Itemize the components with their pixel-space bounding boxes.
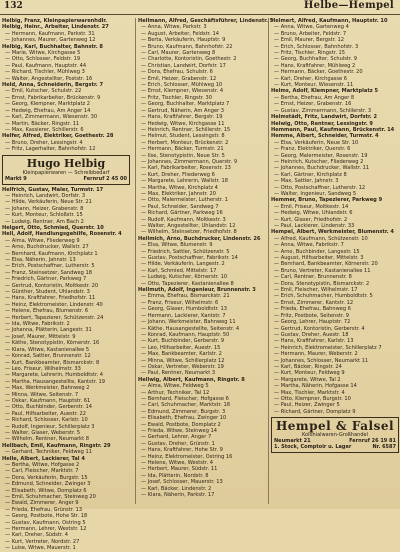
directory-entry: — Walter, Ingenieur, Sandweg 5 — [274, 190, 357, 197]
directory-entry: — Max, Tischler, Marktstr. 4 — [274, 389, 345, 396]
directory-entry: — Richard, Gärtner, Parkweg 16 — [141, 210, 223, 217]
directory-entry: Helfrich, Gustav, Maler, Turmstr. 17 — [2, 186, 104, 193]
advertisement-box-2 — [271, 417, 399, 453]
directory-entry: — Ilse, Stenotypistin, Neue Str. 5 — [141, 152, 225, 159]
directory-entry: — Georg, Klempner, Marktplatz 2 — [5, 101, 91, 108]
directory-entry: — Kurt, Monteur, Wiesenstr. 11 — [274, 82, 354, 89]
directory-entry: — Edmund, Zimmerer, Burgstr. 3 — [141, 408, 226, 415]
directory-entry: — Karl, Zimmermann, Wiesenstr. 30 — [5, 114, 98, 121]
directory-entry: — Johann, Werkmeister, Bahnweg 11 — [141, 319, 236, 326]
directory-entry: — Herbert, Monteur, Brückenstr. 2 — [141, 139, 229, 146]
directory-entry: — Emil, Fleischer, Wilhelmstr. 17 — [274, 287, 358, 294]
directory-entry: — Georg, Postbote, Hohe Str. 18 — [5, 513, 88, 520]
directory-entry: — Martha, Näherin, Hofgasse 14 — [274, 383, 357, 390]
directory-entry: — Margarete, Lehrerin, Humboldtstr. 4 — [5, 372, 104, 379]
directory-entry: — August, Hilfsarbeiter, Mittelstr. 3 — [274, 255, 364, 262]
directory-entry: — Bertha, Ehefrau, Am Anger 8 — [274, 94, 355, 101]
directory-entry: — Frieda, Ehefrau, Bahnweg 6 — [274, 306, 352, 313]
directory-entry: — Otto, Buchbinder, Gerberstr. 14 — [5, 404, 93, 411]
directory-entry: — Karl, Gärtner, Kirchplatz 8 — [274, 171, 347, 178]
directory-entry: Hellmich, Arno, Buchdrucker, Lindenstr. 26 — [138, 235, 261, 242]
directory-entry: — Margarete, Witwe, Tal 2 — [274, 376, 341, 383]
directory-entry: — Paul, Lackierer, Lindenstr. 33 — [274, 223, 355, 229]
ad-1-address: Markt 9 — [5, 175, 27, 182]
directory-entry: — Hans, Kraftfahrer, Mühlweg 2 — [274, 62, 356, 69]
directory-entry: — Leo, Friseur, Wilhelmstr. 33 — [5, 365, 81, 372]
directory-entry: — Bruno, Kaufmann, Bahnhofstr. 22 — [141, 43, 233, 50]
ad-1-phone: Fernruf 2 45 00 — [83, 175, 127, 182]
directory-entry: — Max, Bankbeamter, Karlstr. 2 — [141, 351, 222, 358]
column-2-entries — [138, 18, 274, 499]
directory-entry: Helms, Adolf, Klempner, Marktplatz 5 — [271, 88, 379, 95]
directory-entry: — Alma, Witwe, Fliederweg 9 — [5, 237, 80, 244]
directory-entry: — Helene, Ehefrau, Blumenstr. 6 — [5, 308, 89, 315]
directory-entry: — Anna, Witwe, Parkstr. 3 — [141, 24, 207, 31]
page-header — [0, 0, 400, 15]
directory-entry: Helbig, Heinr., Arbeiter, Lindenstr. 27 — [2, 24, 109, 31]
ad-2-foot-row — [274, 444, 396, 450]
directory-entry: — Otto, Schlosser, Feldstr. 19 — [5, 56, 81, 63]
directory-entry: — Walter, Angestellter, Poststr. 16 — [5, 75, 93, 82]
directory-entry: — Margarete, Lehrerin, Wallstr. 18 — [141, 178, 228, 185]
directory-entry: — Otto, Malermeister, Lutherstr. 1 — [141, 197, 228, 204]
directory-entry: — Ida, Plätterin, Nordstr. 8 — [141, 472, 209, 479]
directory-entry: — Hermann, Maurer, Weberstr. 2 — [274, 351, 358, 358]
directory-entry: — Heinrich, Kutscher, Fliederweg 2 — [274, 158, 364, 165]
directory-entry: — Luise, Witwe, Mauerstr. 1 — [5, 545, 76, 552]
directory-entry: — Johannes, Buchdrucker, Wallstr. 11 — [274, 165, 370, 172]
directory-entry: — Karl, Fabrikarbeiter, Rosenstr. 13 — [141, 165, 231, 172]
directory-entry: — Karl, Dreher, Südstr. 4 — [5, 532, 69, 539]
running-head: Helbe—Hempel — [303, 0, 394, 11]
directory-entry: — Gertrud, Näherin, Am Anger 3 — [141, 107, 225, 114]
directory-entry: — Kurt, Dreher, Fliederweg 6 — [141, 171, 215, 178]
directory-entry: — Emil, Friseur, Moltkestr. 14 — [274, 203, 349, 210]
directory-entry: Hellmann, Alfred, Geschäftsführer, Lindenstr. 5 — [138, 18, 274, 24]
directory-entry: — Elisabeth, Ehefrau, Zwinger 10 — [141, 415, 227, 422]
directory-entry: — Paul, Rentner, Neumarkt 3 — [141, 370, 216, 377]
directory-entry: — Heinrich, Landwirt, Dorfstr. 3 — [5, 192, 86, 199]
directory-entry: — Bruno, Dreher, Lessingstr. 4 — [5, 139, 83, 146]
directory-entry: — Konrad, Kaufmann, Hauptstr. 50 — [141, 331, 230, 338]
directory-entry: — Josef, Maurer, Mittelstr. 9 — [5, 333, 76, 340]
directory-entry: — Herbert, Tapezierer, Schützenstr. 24 — [5, 314, 104, 321]
ad-2-phone: Fernruf 26 19 81 — [349, 438, 396, 445]
directory-entry: Hellbach, Emil, Kaufmann, Ringstr. 29 — [2, 442, 111, 449]
directory-entry: Helle, Albert, Lackierer, Tal 4 — [2, 455, 85, 462]
column-1-entries-bottom — [2, 187, 130, 552]
directory-entry: — Karl, Bäcker, Lindenstr. 2 — [141, 485, 212, 492]
directory-entry: — Carl, Fleischer, Marktstr. 7 — [5, 468, 79, 475]
directory-entry: — Dora, Stenotypistin, Bismarckstr. 2 — [274, 280, 370, 287]
directory-entry: — Richard, Tischler, Mühlweg 3 — [5, 69, 85, 76]
directory-entry: — Fritz, Tischler, Ringstr. 30 — [141, 94, 213, 101]
directory-entry: — Erich, Schlosser, Mühlweg 10 — [141, 82, 223, 89]
directory-entry: — Hans, Kraftfahrer, Friedhofstr. 11 — [5, 295, 96, 302]
directory-entry: — Kurt, Monteur, Feldweg 9 — [274, 370, 345, 377]
directory-entry: — Günther, Student, Uhlandstr. 3 — [5, 289, 90, 296]
directory-entry: — Walter, Glaser, Weberstr. 5 — [5, 429, 81, 436]
directory-entry: — Richard, Gärtner, Domplatz 9 — [274, 408, 356, 415]
directory-entry: — Gustav, Kaufmann, Ostring 5 — [5, 519, 86, 526]
directory-entry: — Emil, Heizer, Grabenstr. 12 — [141, 75, 217, 82]
directory-entry: — Otto, Klempner, Burgstr. 10 — [274, 395, 351, 402]
directory-entry: — Heinz, Elektromeister, Ostring 16 — [141, 453, 233, 460]
directory-entry: — Charlotte, Kontoristin, Goethestr. 2 — [141, 56, 237, 63]
directory-entry: — Hermann, Bäcker, Turmstr. 21 — [141, 146, 224, 153]
directory-entry: — Hans, Kraftfahrer, Karlstr. 13 — [274, 338, 354, 345]
ad-2-name: Hempel & Falsel — [275, 419, 395, 434]
directory-entry: — Herbert, Maurer, Südstr. 11 — [141, 466, 218, 473]
directory-entry: — Walter, Angestellter, Uhlandstr. 12 — [141, 223, 236, 229]
directory-entry: — Elsa, Verkäuferin, Neue Str. 10 — [274, 139, 359, 146]
directory-entry: — Minna, Witwe, Seitenstr. 7 — [5, 391, 79, 398]
directory-entry: — Max, Kassierer, Schillerstr. 6 — [5, 126, 84, 133]
directory-entry: — Emma, Ehefrau, Bismarckstr. 21 — [141, 293, 230, 300]
directory-entry: — Martha, Hausangestellte, Kantstr. 19 — [5, 378, 106, 385]
directory-entry: — Georg, Buchhalter, Schulstr. 9 — [274, 56, 358, 63]
column-3 — [268, 18, 399, 504]
ad-2-foot-right: Nr. 6587 — [372, 444, 396, 451]
directory-entry: Helmert, Alfred, Kaufmann, Hauptstr. 10 — [271, 18, 388, 24]
directory-entry: — Leo, Hilfsarbeiter, Auestr. 15 — [141, 344, 221, 351]
column-1 — [2, 18, 130, 552]
directory-entry: — Hedwig, Witwe, Kirchgasse 11 — [141, 120, 225, 127]
directory-entry: — Erich, Schuhmacher, Humboldtstr. 5 — [274, 293, 373, 300]
directory-entry: — Otto, Postschaffner, Lutherstr. 12 — [274, 184, 366, 191]
directory-entry: — Anna, Witwe, Gartenweg 4 — [274, 24, 349, 31]
directory-entry: — Ewald, Postbote, Domplatz 2 — [141, 421, 221, 428]
directory-entry: — Emil, Schuhmacher, Steinweg 20 — [5, 494, 96, 501]
directory-entry: — Ludwig, Kutscher, Körnerstr. 10 — [141, 274, 228, 281]
directory-entry: — Carl, Rentner, Brunnenstr. 8 — [274, 274, 352, 281]
directory-entry: — Ernst, Heizer, Grabenstr. 16 — [274, 101, 352, 108]
directory-entry: — Ernst, Fabrikarbeiter, Brückenstr. 9 — [5, 94, 101, 101]
directory-entry: — Konrad, Sattler, Brunnenstr. 12 — [5, 353, 91, 360]
directory-entry: — Fritz, Tischler, Ringstr. 15 — [274, 50, 346, 57]
directory-entry: Hempel, Albert, Werkmeister, Blumenstr. 4 — [271, 229, 394, 236]
directory-entry: Helfer, Alfred, Elektriker, Goethestr. 28 — [2, 133, 114, 140]
directory-entry: — Gertrud, Kontoristin, Gerberstr. 4 — [274, 325, 365, 332]
directory-entry: — Hilde, Verkäuferin, Langestr. 2 — [141, 261, 225, 268]
directory-entry: — Kurt, Vertreter, Nordstr. 27 — [5, 538, 80, 545]
ad-1-tagline: Kleinpapierwaren — Schreibbedarf — [22, 169, 110, 176]
directory-entry: — Christian, Landwirt, Dorfstr. 17 — [141, 62, 226, 69]
directory-entry: — Hans, Kraftfahrer, Bergstr. 19 — [141, 114, 223, 121]
directory-entry: — Elisabeth, Witwe, Domplatz 6 — [5, 487, 87, 494]
directory-entry: — Ernst, Zimmerer, Kantstr. 12 — [274, 299, 354, 306]
directory-entry: — Wilhelm, Rentner, Neumarkt 8 — [5, 436, 89, 443]
directory-entry: — Elsa, Witwe, Blumenstr. 9 — [141, 242, 213, 249]
directory-entry: — Ida, Witwe, Fabrikstr. 2 — [5, 321, 70, 328]
directory-entry: — Fritz, Postbote, Seitenstr. 9 — [274, 312, 349, 319]
directory-entry: — Paul, Heizer, Zwinger 5 — [274, 402, 340, 409]
directory-entry: — Alma, Witwe, Feldweg 5 — [141, 383, 209, 390]
directory-entry: — Wilhelm, Steinsetzer, Friedhofstr. 8 — [141, 229, 237, 236]
page-number: 132 — [4, 1, 23, 11]
directory-entry: — Emil, Maurer, Bergstr. 12 — [274, 37, 345, 44]
directory-entry: — Klara, Näherin, Parkstr. 17 — [141, 492, 215, 499]
directory-entry: — Karl, Bäcker, Ringstr. 24 — [274, 363, 342, 370]
directory-entry: — Karl, Schmied, Mittelstr. 17 — [141, 267, 217, 274]
directory-entry: — Johann, Heizer, Grabenstr. 8 — [5, 205, 84, 212]
directory-entry: Held, Anna, Schneiderin, Bergstr. 7 — [2, 82, 103, 89]
directory-entry: — Gertrud, Kontoristin, Moltkestr. 20 — [5, 282, 99, 289]
directory-entry: — Heinz, Elektromeister, Lindenstr. 40 — [5, 301, 103, 308]
directory-entry: — Hermann, Kaufmann, Parkstr. 31 — [5, 30, 95, 37]
directory-entry: — Otto, Tapezierer, Kastanienallee 8 — [141, 280, 234, 287]
directory-entry: — Elsa, Näherin, Jahnstr. 13 — [5, 257, 76, 263]
directory-entry: — Edmund, Schneider, Zwinger 3 — [5, 481, 91, 488]
directory-entry: — Arthur, Techniker, Tal 12 — [141, 389, 210, 396]
directory-entry: — Heinrich, Rentner, Schillerstr. 15 — [141, 126, 231, 133]
directory-entry: — Hermann, Bäcker, Goethestr. 20 — [274, 69, 363, 76]
directory-entry: — Fritz, Lagerhalter, Bahnhofstr. 12 — [5, 146, 96, 153]
directory-entry: — Frieda, Ehefrau, Grünstr. 13 — [5, 506, 83, 513]
directory-entry: — Martha, Witwe, Kirchplatz 4 — [141, 184, 218, 191]
directory-entry: — Max, Elektriker, Jahnstr. 20 — [141, 190, 217, 197]
directory-entry: — Käthe, Stenotypistin, Körnerstr. 16 — [5, 340, 100, 347]
directory-entry: — Emil, Kutscher, Schulstr. 22 — [5, 88, 82, 95]
directory-entry: — Helene, Witwe, Weststr. 4 — [141, 460, 213, 467]
directory-entry: — Rudolf, Ingenieur, Schillerplatz 3 — [5, 423, 95, 430]
directory-entry: — Klara, Witwe, Kastanienallee 5 — [5, 346, 90, 353]
directory-entry: — Johanna, Plätterin, Langestr. 31 — [5, 327, 92, 334]
directory-entry: — Minna, Witwe, Schillerplatz 12 — [141, 357, 225, 364]
directory-entry: — Georg, Buchhalter, Marktplatz 7 — [141, 101, 230, 108]
directory-entry: — Bernhard, Fleischer, Hofgasse 6 — [141, 395, 229, 402]
advertisement-box-1 — [2, 155, 130, 185]
column-3-entries — [271, 18, 399, 415]
directory-entry: Hemmann, Paul, Kaufmann, Brückenstr. 14 — [271, 126, 395, 133]
directory-entry: — Karl, Dreher, Kirchgasse 6 — [274, 75, 347, 82]
directory-entry: — Bernhard, Bankbeamter, Körnerstr. 20 — [274, 261, 378, 268]
directory-entry: — Oskar, Kaufmann, Hauptstr. 61 — [5, 397, 91, 404]
directory-entry: — Hedwig, Witwe, Uhlandstr. 6 — [274, 210, 353, 217]
directory-entry: — Arno, Buchdrucker, Wallstr. 27 — [5, 244, 89, 251]
directory-entry: — Bruno, Vertreter, Kastanienallee 11 — [274, 267, 371, 274]
directory-entry: — Dora, Ehefrau, Schulstr. 6 — [141, 69, 213, 76]
directory-entry: — Johannes, Schlosser, Neumarkt 11 — [274, 357, 369, 364]
directory-entry: Hellwig, Albert, Kaufmann, Ringstr. 8 — [138, 376, 245, 383]
directory-entry: — Berta, Verkäuferin, Hauptstr. 9 — [141, 37, 226, 44]
directory-entry: — Paul, Kaufmann, Hauptstr. 44 — [5, 62, 87, 69]
directory-entry: Helgert, Otto, Schmied, Querstr. 10 — [2, 224, 104, 231]
directory-entry: — Oskar, Vertreter, Weberstr. 19 — [141, 363, 224, 370]
directory-entry: — Georg, Malermeister, Rosenstr. 19 — [274, 152, 368, 159]
directory-entry: — Hilde, Verkäuferin, Neue Str. 21 — [5, 199, 92, 206]
directory-entry: — Friedrich, Gärtner, Parkweg 7 — [5, 276, 87, 283]
column-2 — [135, 18, 274, 504]
directory-entry: Helbig, Franz, Kleinpapierwarenhdlr. — [2, 18, 108, 24]
directory-entry: — Gustav, Dreher, Grünstr. 1 — [141, 440, 215, 447]
ad-2-tagline: Kolonialwaren-Großhandel — [302, 432, 368, 439]
directory-entry: — Johannes, Zimmermann, Querstr. 9 — [141, 158, 238, 165]
directory-entry: — Käthe, Hausangestellte, Seitenstr. 4 — [141, 325, 240, 332]
directory-entry: — Erich, Postschaffner, Lutherstr. 5 — [5, 263, 95, 270]
directory-entry: — Josef, Schlosser, Mauerstr. 13 — [141, 479, 223, 486]
directory-entry: — Ewald, Zimmerer, Anger 9 — [5, 500, 79, 507]
directory-entry: — Carl, Maurer, Gartenweg 8 — [141, 50, 216, 57]
directory-entry: — Dora, Verkäuferin, Burgstr. 15 — [5, 474, 88, 481]
directory-entry: — Paul, Schneider, Sandweg 7 — [141, 203, 219, 210]
directory-entry: — Rudolf, Kaufmann, Moltkestr. 3 — [141, 216, 226, 223]
directory-entry: — Heinrich, Elektromeister, Schillerplatz 7 — [274, 344, 382, 351]
directory-entry: — Franz, Friseur, Wilhelmstr. 6 — [141, 299, 219, 306]
directory-entry: — Gerhard, Techniker, Feldweg 11 — [5, 449, 92, 456]
directory-entry: Helmstädt, Fritz, Landwirt, Dorfstr. 2 — [271, 114, 378, 121]
directory-entry: — Paul, Hilfsarbeiter, Auestr. 22 — [5, 410, 86, 417]
directory-entry: — Erich, Schlosser, Bahnhofstr. 3 — [274, 43, 359, 50]
directory-entry: — Hermann, Lehrer, Weststr. 12 — [5, 526, 87, 533]
directory-entry: — Max, Werkmeister, Bahnweg 2 — [5, 385, 90, 392]
directory-entry: — Kurt, Glaser, Friedhofstr. 2 — [274, 216, 348, 223]
directory-entry: — Friedrich, Sattler, Schützenstr. 5 — [141, 248, 230, 255]
ad-1-name: Hugo Helbig — [26, 156, 106, 170]
directory-entry: Hell, Adolf, Handlungsgehilfe, Rosenstr. 4 — [2, 231, 122, 238]
directory-entry: — Franz, Steinsetzer, Sandweg 18 — [5, 269, 93, 276]
directory-entry: — Carl, Schuhmacher, Marktstr. 18 — [141, 402, 230, 409]
directory-entry: Hemme, Albert, Schneider, Turmstr. 4 — [271, 133, 379, 140]
directory-entry: — Frieda, Witwe, Steinweg 14 — [141, 428, 218, 434]
directory-entry: — Ernst, Klempner, Wiesenstr. 4 — [141, 88, 224, 95]
directory-entry: — Arno, Buchbinder, Langestr. 15 — [274, 248, 360, 255]
directory-entry: — Hermann, Lackierer, Kantstr. 7 — [141, 312, 226, 319]
directory-entry: — Kurt, Monteur, Schloßstr. 15 — [5, 212, 83, 219]
ad-1-contact-row — [5, 176, 127, 182]
directory-entry: — Hedwig, Ehefrau, Am Anger 14 — [5, 107, 91, 114]
directory-entry: — Georg, Lehrer, Hauptstr. 72 — [274, 319, 351, 326]
directory-entry: — Marie, Witwe, Kirchgasse 5 — [5, 50, 81, 57]
directory-entry: — Richard, Schlosser, Karlstr. 10 — [5, 417, 88, 424]
directory-entry: — Franz, Elektriker, Querstr. 6 — [274, 146, 351, 153]
directory-entry: Hemmer, Bruno, Tapezierer, Parkweg 9 — [271, 197, 383, 204]
directory-entry: Helbig, Karl, Buchhalter, Bahnstr. 8 — [2, 43, 103, 50]
directory-entry: Helwig, Otto, Rentner, Lessingstr. 9 — [271, 120, 373, 127]
ad-2-foot-left: 1. Stock, Comptoir u. Lager — [274, 444, 352, 451]
directory-entry: — Gustav, Zimmermann, Schillerstr. 3 — [274, 107, 372, 114]
directory-entry: — Hans, Kraftfahrer, Hohe Str. 9 — [141, 447, 223, 454]
directory-entry: — Helmut, Student, Lessingstr. 8 — [141, 133, 225, 140]
directory-entry: — Martin, Bäcker, Ringstr. 11 — [5, 120, 80, 127]
directory-entry: — Kurt, Bankbeamter, Bismarckstr. 8 — [5, 359, 100, 366]
directory-entry: — Johannes, Maurer, Gartenweg 12 — [5, 37, 96, 44]
directory-entry: — Ludwig, Rentner, Am Bach 2 — [5, 218, 84, 225]
directory-entry: — Bruno, Arbeiter, Feldstr. 7 — [274, 30, 347, 37]
directory-entry: — Bertha, Witwe, Hofgasse 2 — [5, 462, 80, 468]
directory-entry: — Gustav, Dreher, Auestr. 18 — [274, 331, 349, 338]
directory-entry: — Max, Sattler, Jahnstr. 3 — [274, 178, 339, 185]
directory-entry: — Anna, Witwe, Fabrikstr. 7 — [274, 242, 344, 249]
directory-entry: Hellmuth, Adolf, Ingenieur, Brunnenstr. 3 — [138, 287, 256, 294]
ad-2-address: Neumarkt 21 — [274, 438, 311, 445]
column-1-entries-top — [2, 18, 130, 153]
directory-entry: — Georg, Glaser, Humboldtstr. 13 — [141, 306, 228, 313]
directory-entry: — August, Arbeiter, Feldstr. 14 — [141, 30, 220, 37]
directory-entry: — Kurt, Buchbinder, Gerberstr. 9 — [141, 338, 225, 345]
directory-entry: — Alfred, Kaufmann, Schützenstr. 10 — [274, 235, 368, 242]
directory-entry: — Bernhard, Kaufmann, Kirchplatz 1 — [5, 250, 98, 257]
directory-entry: — Gustav, Postschaffner, Fabrikstr. 14 — [141, 255, 238, 262]
directory-entry: — Gerhard, Lehrer, Anger 7 — [141, 434, 212, 441]
